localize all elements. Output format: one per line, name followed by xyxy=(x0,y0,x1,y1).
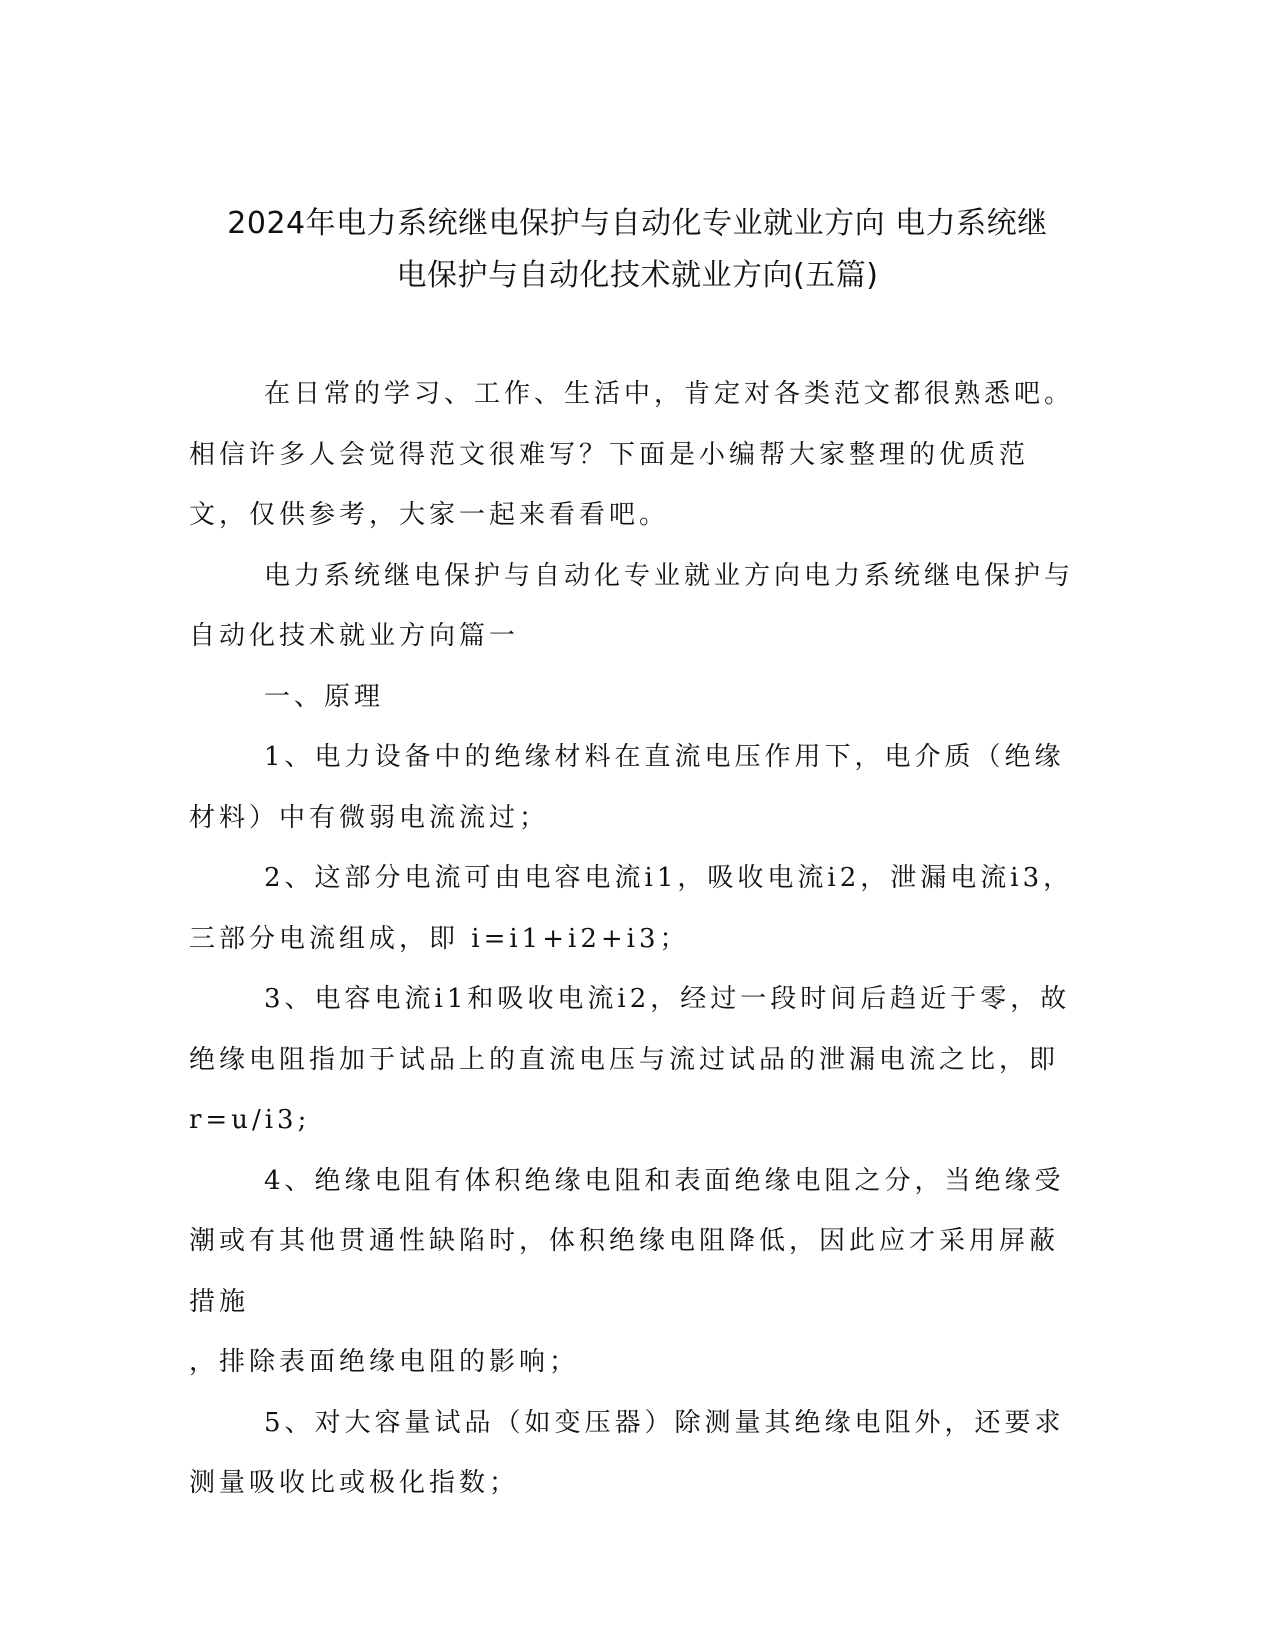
list-item-4-continuation: ，排除表面绝缘电阻的影响； xyxy=(189,1347,580,1377)
section-heading-paragraph: 电力系统继电保护与自动化专业就业方向电力系统继电保护与自动化技术就业方向篇一 xyxy=(189,560,1075,651)
formula-line: r=u/i3; xyxy=(189,1105,311,1135)
list-item-1: 1、电力设备中的绝缘材料在直流电压作用下，电介质（绝缘材料）中有微弱电流流过； xyxy=(189,742,1065,833)
document-title xyxy=(175,198,1100,302)
list-item-5: 5、对大容量试品（如变压器）除测量其绝缘电阻外，还要求测量吸收比或极化指数； xyxy=(189,1407,1065,1498)
list-item-4: 4、绝缘电阻有体积绝缘电阻和表面绝缘电阻之分，当绝缘受潮或有其他贯通性缺陷时，体积绝缘电阻降低，因此应才采用屏蔽措施 xyxy=(189,1165,1065,1317)
intro-paragraph: 在日常的学习、工作、生活中，肯定对各类范文都很熟悉吧。相信许多人会觉得范文很难写？下面是小编帮大家整理的优质范文，仅供参考，大家一起来看看吧。 xyxy=(189,379,1075,530)
list-item-2: 2、这部分电流可由电容电流i1，吸收电流i2，泄漏电流i3，三部分电流组成，即 i=i1+i2+i3； xyxy=(189,863,1074,954)
subheading-principle: 一、原理 xyxy=(264,681,385,712)
list-item-3: 3、电容电流i1和吸收电流i2，经过一段时间后趋近于零，故绝缘电阻指加于试品上的直流电压与流过试品的泄漏电流之比，即 xyxy=(189,984,1071,1075)
document-body xyxy=(189,364,1074,1514)
title-line-2: 电保护与自动化技术就业方向(五篇) xyxy=(396,258,879,293)
title-line-1: 2024年电力系统继电保护与自动化专业就业方向 电力系统继 xyxy=(227,206,1048,241)
